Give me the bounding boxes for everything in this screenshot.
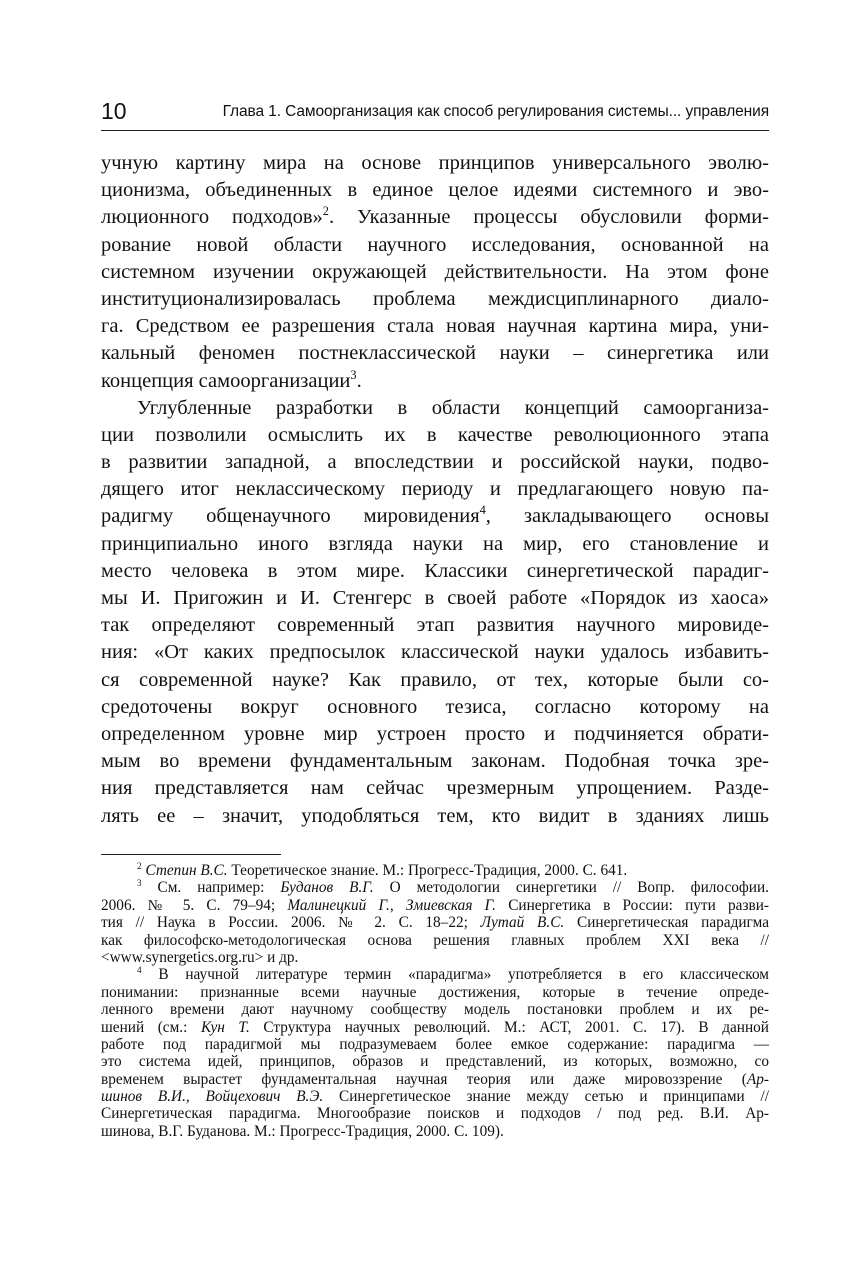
- text-line: принципиально иного взгляда науки на мир, его становление и: [101, 532, 769, 555]
- footnote-ref-2[interactable]: 2: [322, 204, 329, 219]
- footnote-separator: [101, 854, 281, 855]
- main-text: [101, 150, 769, 830]
- text-line: определенном уровне мир устроен просто и подчиняется обрати-: [101, 722, 769, 745]
- footnote-line: ленного времени дают научному сообществу модель постановки проблем и их ре-: [101, 1001, 769, 1019]
- text-line: га. Средством ее разрешения стала новая научная картина мира, уни-: [101, 315, 769, 338]
- text-line: лять ее – значит, уподобляться тем, кто видит в зданиях лишь: [101, 804, 769, 827]
- paragraph-2: [101, 395, 769, 830]
- text-line: место человека в этом мире. Классики синергетической парадиг-: [101, 559, 769, 582]
- text-line: ния: «От каких предпосылок классической науки удалось избавить-: [101, 641, 769, 664]
- text-line: ции позволили осмыслить их в качестве революционного этапа: [101, 423, 769, 446]
- text-line: ния представляется нам сейчас чрезмерным упрощением. Разде-: [101, 777, 769, 800]
- footnote-2: [101, 862, 769, 879]
- footnote-line: временем вырастет фундаментальная научная теория или даже мировоззрение (Ар-: [101, 1070, 769, 1088]
- footnote-line: шинова, В.Г. Буданова. М.: Прогресс-Традиция, 2000. С. 109).: [101, 1122, 504, 1140]
- footnote-line: шинов В.И., Войцехович В.Э. Синергетическое знание между сетью и принципами //: [101, 1088, 769, 1106]
- footnote-line: работе под парадигмой мы подразумеваем более емкое содержание: парадигма —: [101, 1035, 769, 1053]
- page-number: 10: [101, 98, 127, 124]
- footnote-line: как философско-методологическая основа решения главных проблем XXI века //: [101, 931, 769, 949]
- text-line: мы И. Пригожин и И. Стенгерс в своей работе «Порядок из хаоса»: [101, 587, 769, 609]
- text-line: средоточены вокруг основного тезиса, согласно которому на: [101, 695, 769, 718]
- text-line: люционного подходов»$^2$. Указанные процессы обусловили форми-: [101, 204, 769, 229]
- footnote-line: это система идей, принципов, образов и представлений, из которых, возможно, со: [101, 1053, 769, 1071]
- text-line: ся современной науке? Как правило, от тех, которые были со-: [101, 668, 769, 691]
- footnote-line: 2006. № 5. С. 79–94; Малинецкий Г., Змиевская Г. Синергетика в России: пути разви-: [101, 896, 769, 914]
- footnotes: [101, 862, 769, 1140]
- footnote-line: шений (см.: Кун Т. Структура научных революций. М.: АСТ, 2001. С. 17). В данной: [101, 1018, 769, 1036]
- footnote-ref-3[interactable]: 3: [350, 367, 357, 382]
- text-line: дящего итог неклассическому периоду и предлагающего новую па-: [101, 478, 769, 501]
- footnote-4: [101, 966, 769, 1140]
- footnote-line: $^2$ Степин В.С. Теоретическое знание. М.: Прогресс-Традиция, 2000. С. 641.: [137, 860, 628, 879]
- paragraph-1: [101, 150, 769, 395]
- footnote-line: Синергетическая парадигма. Многообразие поисков и подходов / под ред. В.И. Ар-: [101, 1105, 769, 1123]
- text-line: так определяют современный этап развития научного мировиде-: [101, 614, 769, 637]
- text-line: кальный феномен постнеклассической науки – синергетика или: [101, 342, 769, 365]
- footnote-line: тия // Наука в России. 2006. № 2. С. 18–22; Лутай В.С. Синергетическая парадигма: [101, 914, 769, 932]
- text-line: радигму общенаучного мировидения$^4$, закладывающего основы: [101, 503, 770, 528]
- text-line: рование новой области научного исследования, основанной на: [101, 233, 769, 256]
- text-line: мым во времени фундаментальным законам. Подобная точка зре-: [101, 750, 769, 773]
- text-line: институционализировалась проблема междисциплинарного диало-: [101, 287, 769, 310]
- chapter-running-head: Глава 1. Самоорганизация как способ регулирования системы... управления: [222, 103, 769, 120]
- footnote-3: [101, 879, 769, 966]
- running-header: [101, 96, 769, 131]
- footnote-line: $^4$ В научной литературе термин «парадигма» употребляется в его классическом: [137, 965, 769, 984]
- text-line: в развитии западной, а впоследствии и российской науки, подво-: [101, 451, 769, 474]
- footnote-line: понимании: признанные всеми научные достижения, которые в течение опреде-: [101, 983, 769, 1001]
- text-line: учную картину мира на основе принципов универсального эволю-: [101, 152, 769, 174]
- text-line: системном изучении окружающей действительности. На этом фоне: [101, 260, 769, 283]
- text-line: Углубленные разработки в области концепций самоорганиза-: [137, 396, 769, 419]
- text-line: ционизма, объединенных в единое целое идеями системного и эво-: [101, 179, 769, 202]
- footnote-line: <www.synergetics.org.ru> и др.: [101, 948, 299, 966]
- footnote-ref-4[interactable]: 4: [479, 503, 486, 518]
- text-line: концепция самоорганизации$^3$.: [101, 367, 362, 392]
- footnote-line: $^3$ См. например: Буданов В.Г. О методологии синергетики // Вопр. философии.: [137, 878, 769, 897]
